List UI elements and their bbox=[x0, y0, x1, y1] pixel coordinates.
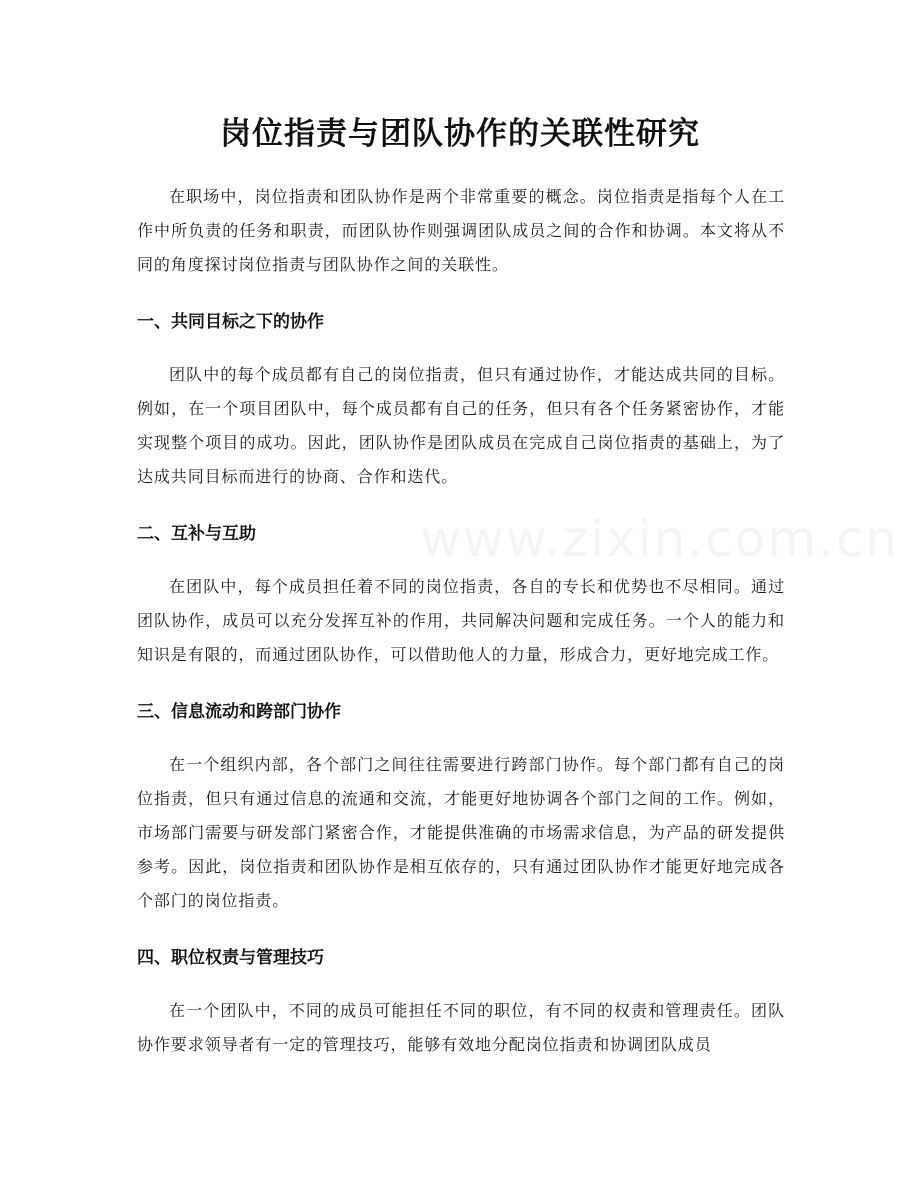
section-heading-2: 二、互补与互助 bbox=[137, 524, 256, 544]
section-paragraph-1: 团队中的每个成员都有自己的岗位指责，但只有通过协作，才能达成共同的目标。例如，在一个项目团队中，每个成员都有自己的任务，但只有各个任务紧密协作，才能实现整个项目的成功。因此，团队协作是团队成员在完成自己岗位指责的基础上，为了达成共同目标而进行的协商、合作和迭代。 bbox=[137, 365, 785, 486]
section-heading-1: 一、共同目标之下的协作 bbox=[137, 312, 324, 332]
document-body bbox=[137, 180, 785, 1085]
section-paragraph-4: 在一个团队中，不同的成员可能担任不同的职位，有不同的权责和管理责任。团队协作要求领导者有一定的管理技巧，能够有效地分配岗位指责和协调团队成员 bbox=[137, 1001, 785, 1054]
document-title: 岗位指责与团队协作的关联性研究 bbox=[220, 116, 700, 152]
intro-paragraph: 在职场中，岗位指责和团队协作是两个非常重要的概念。岗位指责是指每个人在工作中所负责的任务和职责，而团队协作则强调团队成员之间的合作和协调。本文将从不同的角度探讨岗位指责与团队协作之间的关联性。 bbox=[137, 187, 785, 274]
section-heading-3: 三、信息流动和跨部门协作 bbox=[137, 702, 341, 722]
section-heading-4: 四、职位权责与管理技巧 bbox=[137, 948, 324, 968]
section-paragraph-3: 在一个组织内部，各个部门之间往往需要进行跨部门协作。每个部门都有自己的岗位指责，但只有通过信息的流通和交流，才能更好地协调各个部门之间的工作。例如，市场部门需要与研发部门紧密合作，才能提供准确的市场需求信息，为产品的研发提供参考。因此，岗位指责和团队协作是相互依存的，只有通过团队协作才能更好地完成各个部门的岗位指责。 bbox=[137, 755, 785, 910]
section-paragraph-2: 在团队中，每个成员担任着不同的岗位指责，各自的专长和优势也不尽相同。通过团队协作，成员可以充分发挥互补的作用，共同解决问题和完成任务。一个人的能力和知识是有限的，而通过团队协作，可以借助他人的力量，形成合力，更好地完成工作。 bbox=[137, 577, 785, 664]
